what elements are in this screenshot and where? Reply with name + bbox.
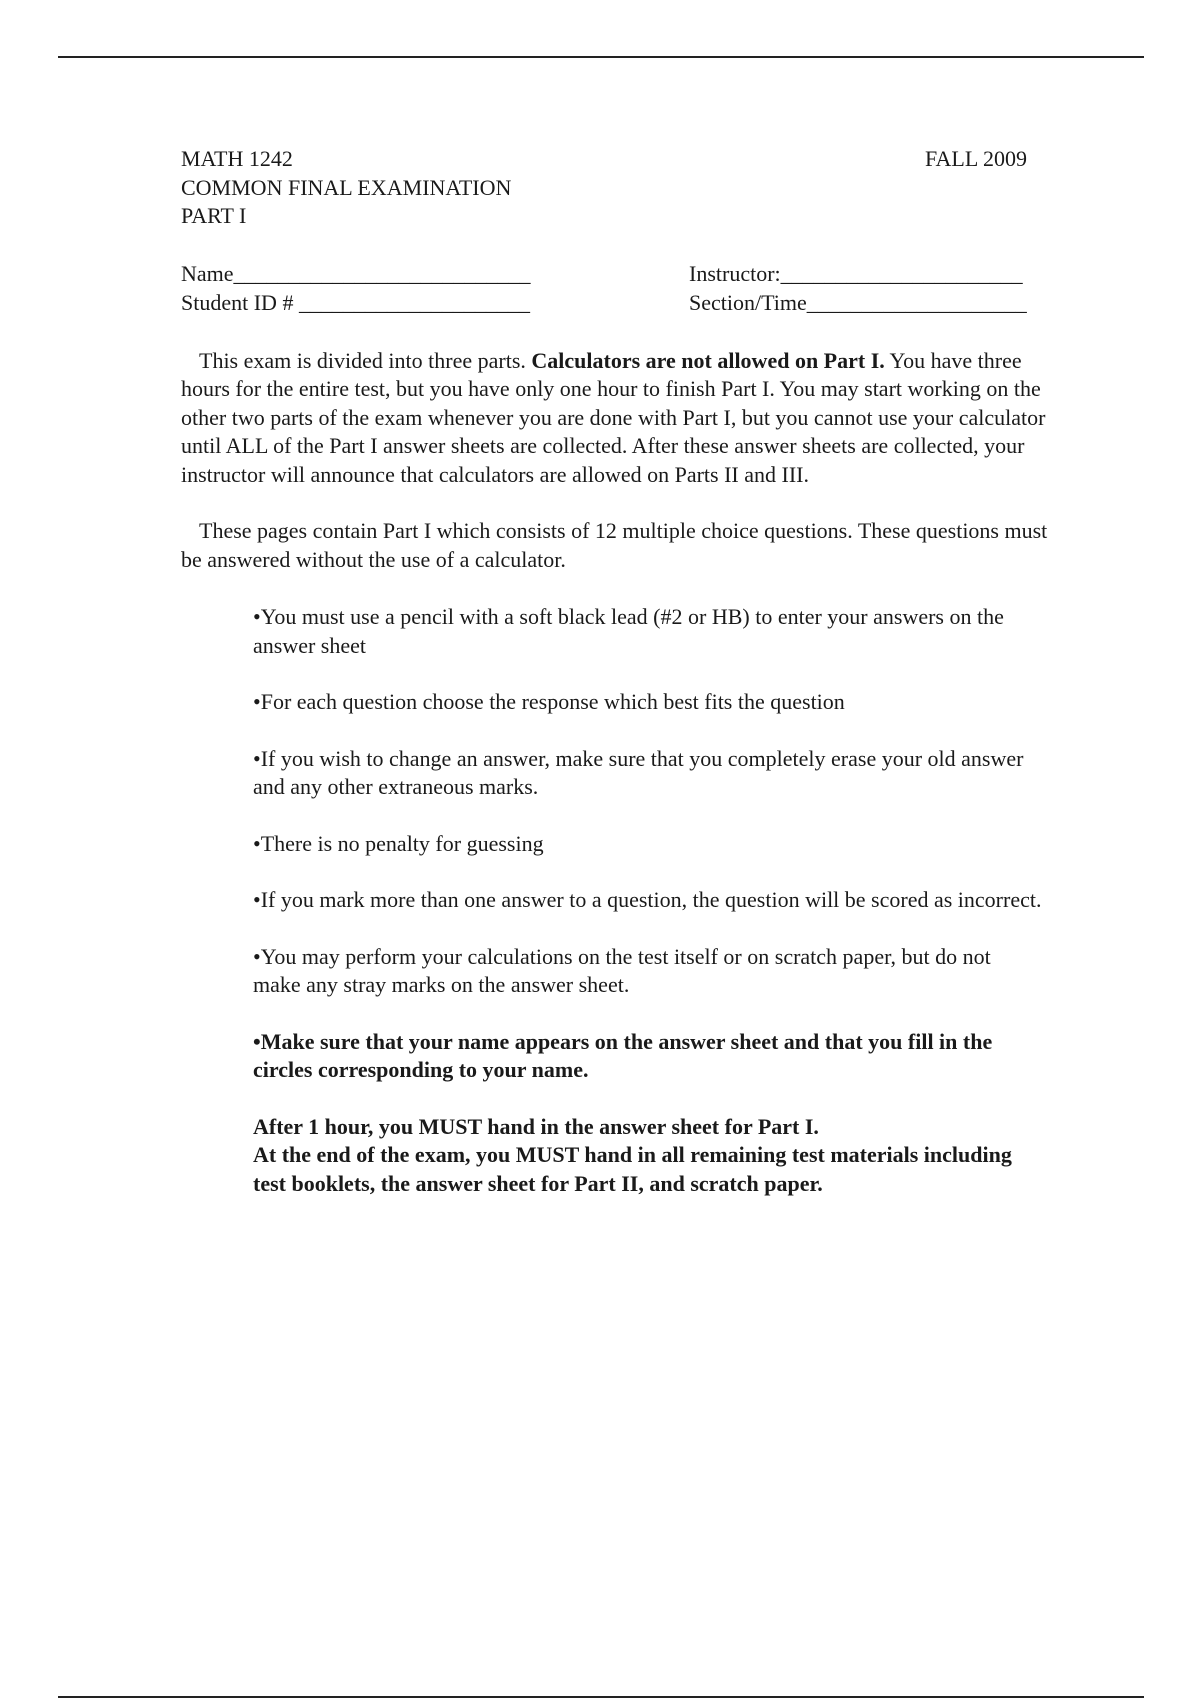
instruction-item-important: •Make sure that your name appears on the answer sheet and that you fill in the circles corresponding to your name. [253,1028,993,1082]
intro-paragraph [181,347,1051,490]
instruction-item: •If you mark more than one answer to a question, the question will be scored as incorrect. [253,887,1042,912]
exam-header [181,145,1051,231]
final-note-part-one: After 1 hour, you MUST hand in the answer sheet for Part I. [253,1113,819,1139]
instruction-item: •For each question choose the response which best fits the question [253,689,845,714]
intro-text-end: You have three hours for the entire test, but you have only one hour to finish Part I. You may start working on the other two parts of the exam whenever you are done with Part I, but you cannot use your calculator until ALL of the Part I answer sheets are collected. After these answer sheets are collected, your instructor will announce that calculators are allowed on Parts II and III. [181,347,1046,487]
student-info-fields [181,260,1051,318]
calculator-warning: Calculators are not allowed on Part I. [531,347,885,373]
exam-cover-page [181,145,1051,1198]
course-code: MATH 1242 [181,146,293,171]
instructor-field[interactable]: Instructor:______________________ [689,260,1023,286]
instruction-item: •You may perform your calculations on the test itself or on scratch paper, but do not make any stray marks on the answer sheet. [253,943,991,997]
instruction-item: •There is no penalty for guessing [253,830,544,856]
exam-part: PART I [181,203,247,228]
final-notes [253,1113,1043,1199]
section-time-field[interactable]: Section/Time____________________ [689,289,1027,315]
student-id-field[interactable]: Student ID # _____________________ [181,289,530,315]
intro-text-start: This exam is divided into three parts. [199,347,532,373]
final-note-materials: At the end of the exam, you MUST hand in all remaining test materials including test booklets, the answer sheet for Part II, and scratch paper. [253,1142,1012,1196]
bottom-rule [58,1696,1144,1698]
exam-title: COMMON FINAL EXAMINATION [181,174,512,200]
instruction-item: •You must use a pencil with a soft black lead (#2 or HB) to enter your answers on the answer sheet [253,604,1004,658]
instruction-item: •If you wish to change an answer, make sure that you completely erase your old answer and any other extraneous marks. [253,745,1024,799]
part-description: These pages contain Part I which consists of 12 multiple choice questions. These questions must be answered without the use of a calculator. [181,518,1048,572]
instructions-list [253,603,1043,1085]
semester: FALL 2009 [924,146,1027,171]
top-rule [58,56,1144,58]
name-field[interactable]: Name___________________________ [181,260,531,286]
